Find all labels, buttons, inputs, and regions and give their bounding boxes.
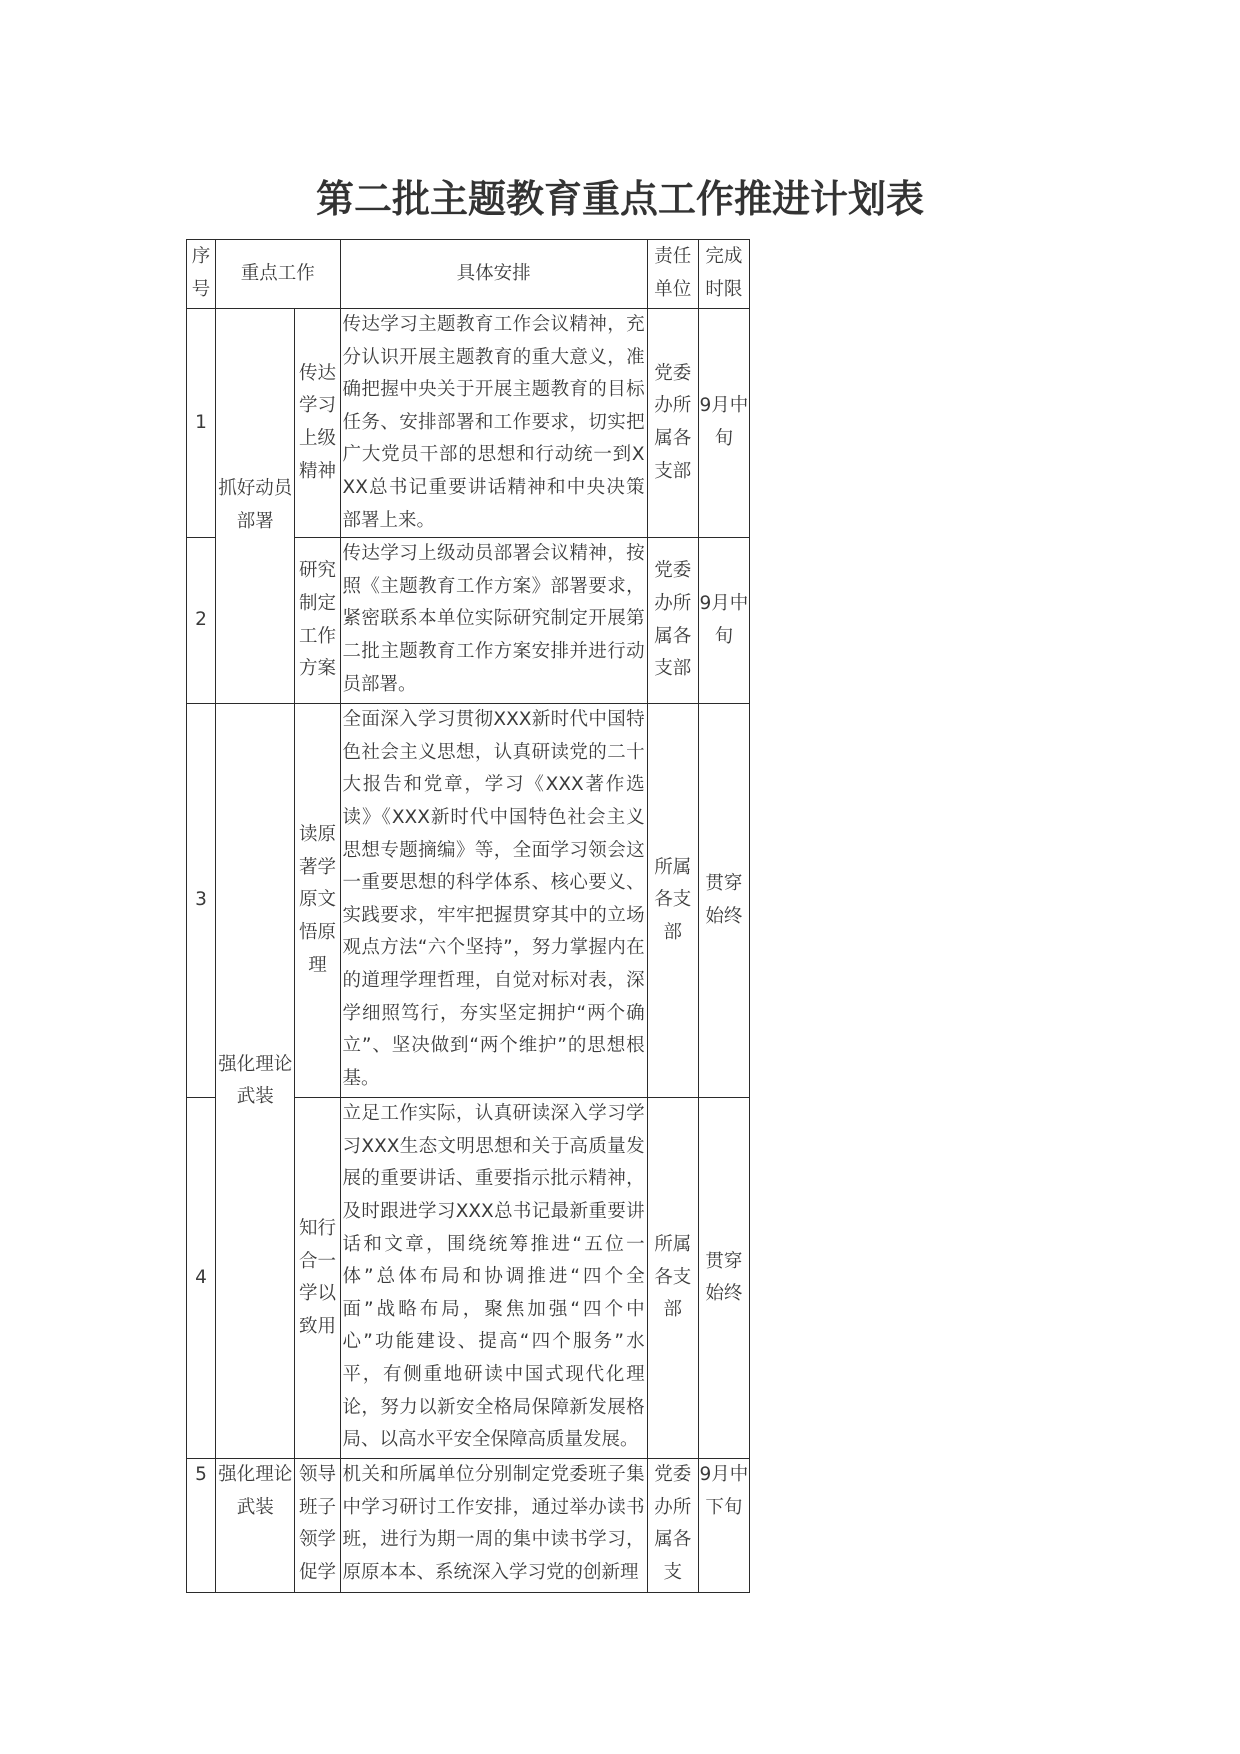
row-index: 2 — [187, 538, 216, 704]
row-unit: 所属各支部 — [647, 704, 698, 1098]
row-detail: 传达学习上级动员部署会议精神，按照《主题教育工作方案》部署要求，紧密联系本单位实际研究制定开展第二批主题教育工作方案安排并进行动员部署。 — [340, 538, 647, 704]
row-unit: 党委办所属各支 — [647, 1459, 698, 1593]
group-category — [216, 309, 295, 704]
header-detail — [340, 240, 647, 309]
row-index: 1 — [187, 309, 216, 538]
row-deadline: 9月中下旬 — [698, 1459, 749, 1593]
row-detail: 立足工作实际，认真研读深入学习学习XXX生态文明思想和关于高质量发展的重要讲话、重要指示批示精神，及时跟进学习XXX总书记最新重要讲话和文章，围绕统筹推进“五位一体”总体布局和协调推进“四个全面”战略布局，聚焦加强“四个中心”功能建设、提高“四个服务”水平，有侧重地研读中国式现代化理论，努力以新安全格局保障新发展格局、以高水平安全保障高质量发展。 — [340, 1098, 647, 1459]
table-row — [187, 309, 750, 538]
row-sub-item: 领导班子领学促学 — [295, 1459, 340, 1593]
row-unit: 党委办所属各支部 — [647, 309, 698, 538]
header-unit — [647, 240, 698, 309]
group-category-label: 抓好动员部署 — [218, 478, 293, 533]
row-unit: 党委办所属各支部 — [647, 538, 698, 704]
group-category — [216, 704, 295, 1459]
work-plan-table — [186, 239, 750, 1593]
row-deadline: 9月中旬 — [698, 309, 749, 538]
row-detail: 传达学习主题教育工作会议精神，充分认识开展主题教育的重大意义，准确把握中央关于开展主题教育的目标任务、安排部署和工作要求，切实把广大党员干部的思想和行动统一到XXX总书记重要讲话精神和中央决策部署上来。 — [340, 309, 647, 538]
page-title: 第二批主题教育重点工作推进计划表 — [315, 177, 924, 221]
row-index: 4 — [187, 1098, 216, 1459]
row-detail: 机关和所属单位分别制定党委班子集中学习研讨工作安排，通过举办读书班，进行为期一周的集中读书学习，原原本本、系统深入学习党的创新理 — [340, 1459, 647, 1593]
row-sub-item: 知行合一学以致用 — [295, 1098, 340, 1459]
table-header-row — [187, 240, 750, 309]
table-row — [187, 704, 750, 1098]
group-category-label: 强化理论武装 — [218, 1053, 293, 1108]
header-key-work — [216, 240, 340, 309]
header-index-label: 序号 — [191, 246, 211, 300]
row-deadline: 9月中旬 — [698, 538, 749, 704]
row-index: 5 — [187, 1459, 216, 1593]
table-row — [187, 1459, 750, 1593]
header-unit-label: 责任单位 — [654, 246, 692, 300]
row-unit: 所属各支部 — [647, 1098, 698, 1459]
row-sub-item: 传达学习上级精神 — [295, 309, 340, 538]
row-sub-item: 读原著学原文悟原理 — [295, 704, 340, 1098]
row-deadline: 贯穿始终 — [698, 1098, 749, 1459]
header-detail-label: 具体安排 — [456, 262, 531, 284]
group-category — [216, 1459, 295, 1593]
header-key-work-label: 重点工作 — [240, 262, 315, 284]
row-index: 3 — [187, 704, 216, 1098]
group-category-label: 强化理论武装 — [218, 1464, 293, 1518]
header-deadline — [698, 240, 749, 309]
row-sub-item: 研究制定工作方案 — [295, 538, 340, 704]
row-deadline: 贯穿始终 — [698, 704, 749, 1098]
header-deadline-label: 完成时限 — [705, 246, 743, 300]
row-detail: 全面深入学习贯彻XXX新时代中国特色社会主义思想，认真研读党的二十大报告和党章，学习《XXX著作选读》《XXX新时代中国特色社会主义思想专题摘编》等，全面学习领会这一重要思想的科学体系、核心要义、实践要求，牢牢把握贯穿其中的立场观点方法“六个坚持”，努力掌握内在的道理学理哲理，自觉对标对表，深学细照笃行，夯实坚定拥护“两个确立”、坚决做到“两个维护”的思想根基。 — [340, 704, 647, 1098]
header-index — [187, 240, 216, 309]
